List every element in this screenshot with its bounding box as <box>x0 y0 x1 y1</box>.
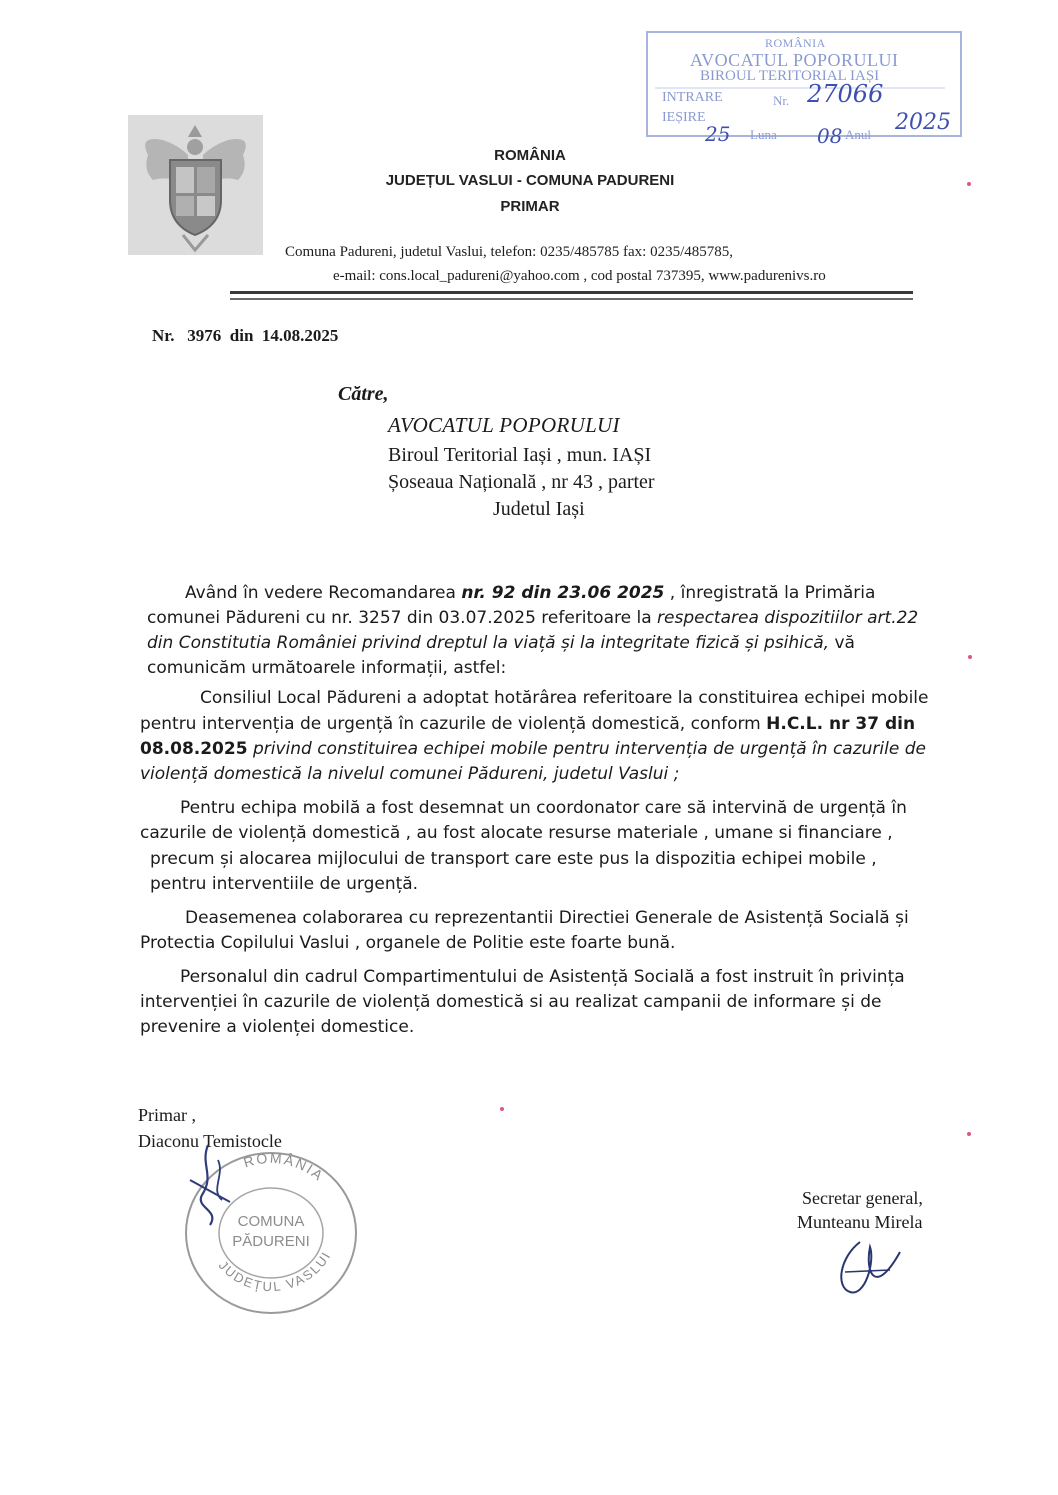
mayor-signature <box>180 1140 250 1230</box>
header-contact-line2: e-mail: cons.local_padureni@yahoo.com , cod postal 737395, www.padurenivs.ro <box>333 268 826 284</box>
secretary-title: Secretar general, <box>802 1188 923 1208</box>
body-line: Consiliul Local Pădureni a adoptat hotărârea referitoare la constituirea echipei mobile <box>200 688 929 708</box>
body-line: din Constitutia României privind dreptul la viață și la integritate fizică și psihică, vă <box>147 633 855 653</box>
stray-mark <box>500 1107 504 1111</box>
body-line: comunei Pădureni cu nr. 3257 din 03.07.2025 referitoare la respectarea dispozitiilor art.22 <box>147 608 919 628</box>
seal-center-line2: PĂDURENI <box>232 1233 310 1250</box>
body-line: precum și alocarea mijlocului de transport care este pus la dispozitia echipei mobile , <box>150 849 877 869</box>
body-line: Protectia Copilului Vaslui , organele de Politie este foarte bună. <box>140 933 676 953</box>
body-line: Având în vedere Recomandarea nr. 92 din 23.06 2025 , înregistrată la Primăria <box>185 583 876 603</box>
header-country: ROMÂNIA <box>494 147 566 164</box>
body-line: pentru intervenția de urgență în cazurile de violență domestică, conform H.C.L. nr 37 din <box>140 714 916 734</box>
body-line: pentru interventiile de urgență. <box>150 874 419 894</box>
header-divider-secondary <box>230 298 913 300</box>
registry-luna-label: Luna <box>750 127 777 142</box>
mayor-name: Diaconu Temistocle <box>138 1131 282 1151</box>
addressee-line: Judetul Iași <box>493 498 585 520</box>
body-line: Deasemenea colaborarea cu reprezentantii Directiei Generale de Asistență Socială și <box>185 908 909 928</box>
registry-year-handwritten: 2025 <box>895 110 951 135</box>
body-line: violență domestică la nivelul comunei Pădureni, judetul Vaslui ; <box>140 764 680 784</box>
header-divider <box>230 291 913 294</box>
seal-center-line1: COMUNA <box>237 1213 305 1230</box>
stray-mark <box>967 1132 971 1136</box>
mayor-title: Primar , <box>138 1105 196 1125</box>
addressee-line: Biroul Teritorial Iași , mun. IAȘI <box>388 444 652 466</box>
stray-mark <box>967 182 971 186</box>
body-line: Pentru echipa mobilă a fost desemnat un coordonator care să intervină de urgență în <box>180 798 907 818</box>
addressee-line: Șoseaua Națională , nr 43 , parter <box>388 471 655 493</box>
secretary-signature <box>830 1232 910 1312</box>
registry-number-handwritten: 27066 <box>807 80 884 108</box>
seal-top-text: ROMÂNIA <box>241 1149 328 1185</box>
registry-country: ROMÂNIA <box>765 36 826 50</box>
document-number: Nr. 3976 din 14.08.2025 <box>152 326 339 345</box>
registry-office: BIROUL TERITORIAL IAȘI <box>700 68 880 84</box>
body-line: intervenției în cazurile de violență domestică si au realizat campanii de informare și de <box>140 992 882 1012</box>
body-line: 08.08.2025 privind constituirea echipei mobile pentru intervenția de urgență în cazurile de <box>140 739 926 759</box>
stray-mark <box>968 655 972 659</box>
header-contact-line1: Comuna Padureni, judetul Vaslui, telefon: 0235/485785 fax: 0235/485785, <box>285 244 734 260</box>
header-office: PRIMAR <box>500 198 560 215</box>
registry-month-handwritten: 08 <box>817 124 843 148</box>
addressee-to: Către, <box>338 383 389 405</box>
body-line: prevenire a violenței domestice. <box>140 1017 415 1037</box>
secretary-name: Munteanu Mirela <box>797 1212 923 1232</box>
registry-day-handwritten: 25 <box>705 122 731 146</box>
registry-stamp <box>645 30 963 148</box>
registry-iesire: IEȘIRE <box>662 110 706 125</box>
body-line: cazurile de violență domestică , au fost alocate resurse materiale , umane si financiare , <box>140 823 893 843</box>
coat-of-arms-icon <box>128 115 263 255</box>
body-line: Personalul din cadrul Compartimentului de Asistență Socială a fost instruit în privința <box>180 967 905 987</box>
body-line: comunicăm următoarele informații, astfel: <box>147 658 507 678</box>
seal-bottom-text: JUDEȚUL VASLUI <box>215 1248 335 1295</box>
registry-institution: AVOCATUL POPORULUI <box>690 50 899 70</box>
registry-intrare: INTRARE <box>662 90 723 105</box>
header-county-commune: JUDEȚUL VASLUI - COMUNA PADURENI <box>385 172 675 189</box>
addressee-name: AVOCATUL POPORULUI <box>388 413 620 437</box>
registry-anul-label: Anul <box>845 127 871 142</box>
registry-nr-label: Nr. <box>773 93 790 108</box>
